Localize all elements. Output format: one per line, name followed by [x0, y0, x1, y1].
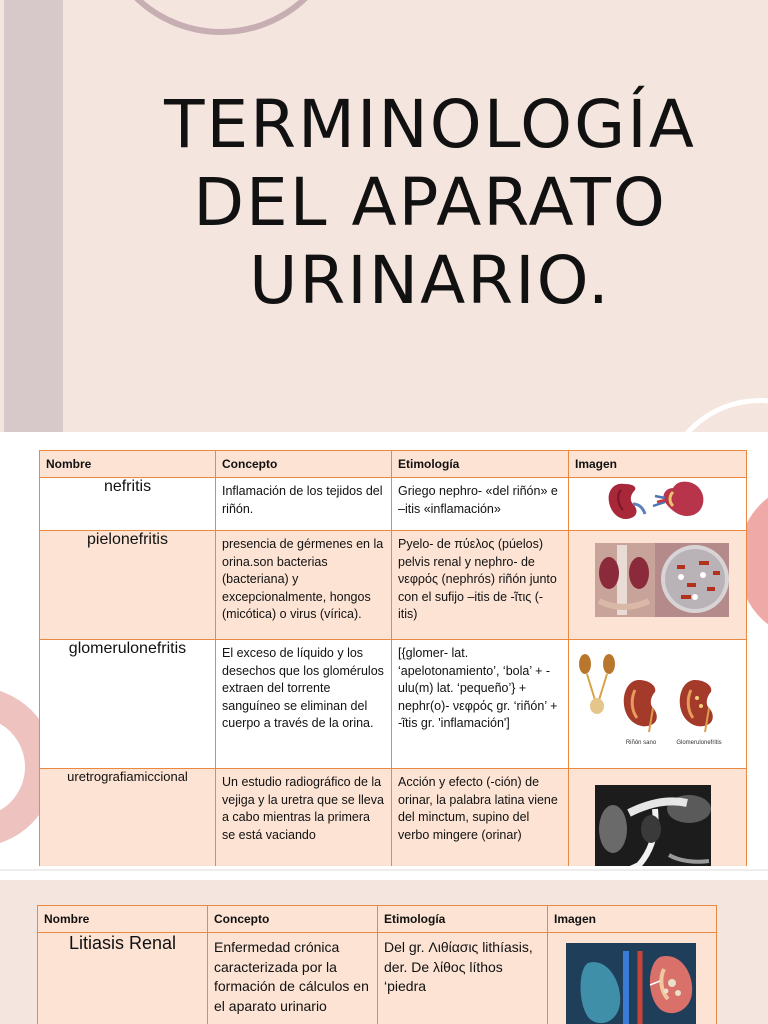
row-imagen [569, 769, 747, 867]
header-nombre: Nombre [38, 906, 208, 933]
row-nombre: Litiasis Renal [38, 933, 208, 1024]
slide-title [60, 86, 768, 320]
row-etimologia [392, 640, 569, 769]
decorative-circle-bottom-right [660, 398, 768, 432]
healthy-kidney-label: Riñón sano [625, 740, 657, 746]
title-line-3: URINARIO. [249, 242, 611, 319]
row-etimologia [392, 531, 569, 640]
terminology-slide-2 [0, 880, 768, 1024]
row-concepto [208, 933, 378, 1024]
decorative-sidebar [4, 0, 63, 432]
row-concepto [216, 478, 392, 531]
row-etimologia [392, 478, 569, 531]
slide-separator [0, 866, 768, 880]
xray-icon [569, 769, 747, 866]
concepto-text: Inflamación de los tejidos del riñón. [222, 484, 383, 516]
header-concepto: Concepto [208, 906, 378, 933]
header-concepto: Concepto [216, 451, 392, 478]
kidney-comparison-icon [569, 640, 747, 764]
concepto-text: Un estudio radiográfico de la vejiga y la uretra que se lleva a cabo mientras la primera se está vaciando [222, 775, 384, 842]
terminology-slide-1 [0, 432, 768, 866]
row-imagen [569, 640, 747, 769]
concepto-text: Enfermedad crónica caracterizada por la formación de cálculos en el aparato urinario [214, 939, 369, 1014]
row-etimologia [392, 769, 569, 867]
row-nombre: glomerulonefritis [40, 640, 216, 769]
header-etimologia: Etimología [392, 451, 569, 478]
concepto-text: El exceso de líquido y los desechos que los glomérulos extraen del torrente sanguíneo se eliminan del cuerpo a través de la orina. [222, 646, 384, 730]
row-concepto [216, 531, 392, 640]
title-line-1: TERMINOLOGÍA [164, 86, 696, 163]
terminology-table-1 [39, 450, 747, 866]
table-row [40, 478, 747, 531]
kidney-stone-icon [548, 933, 717, 1024]
glomerulonephritis-label: Glomerulonefritis [676, 740, 722, 746]
table-row [40, 769, 747, 867]
row-nombre: nefritis [40, 478, 216, 531]
table-header-row [38, 906, 717, 933]
separator-line [0, 869, 768, 871]
etimologia-text: Acción y efecto (-ción) de orinar, la palabra latina viene del minctum, supino del verbo mingere (orinar) [398, 775, 558, 842]
row-imagen [569, 478, 747, 531]
kidney-icon [569, 478, 747, 526]
etimologia-text: [{glomer- lat. ‘apelotonamiento’, ‘bola’ + -ulu(m) lat. ‘pequeño’} + nephr(o)- νεφρός gr. ‘riñón’ + -ῖtis gr. 'inflamación'] [398, 646, 558, 730]
etimologia-text: Griego nephro- «del riñón» e –itis «inflamación» [398, 484, 558, 516]
concepto-text: presencia de gérmenes en la orina.son bacterias (bacteriana) y excepcionalmente, hongos (micótica) o virus (vírica). [222, 537, 384, 621]
row-concepto [216, 769, 392, 867]
table-row [40, 531, 747, 640]
table-row [40, 640, 747, 769]
header-nombre: Nombre [40, 451, 216, 478]
row-imagen [548, 933, 717, 1024]
header-imagen: Imagen [569, 451, 747, 478]
etimologia-text: Pyelo- de πύελος (púelos) pelvis renal y nephro- de νεφρός (nephrós) riñón junto con el sufijo –itis de -ῖτις (-itis) [398, 537, 557, 621]
row-etimologia [378, 933, 548, 1024]
etimologia-text: Del gr. Λιθίασις lithíasis, der. De λίθος líthos ‘piedra [384, 939, 533, 994]
decorative-circle-top [96, 0, 346, 35]
title-line-2: DEL APARATO [193, 164, 667, 241]
terminology-table-2 [37, 905, 717, 1024]
header-imagen: Imagen [548, 906, 717, 933]
table-row [38, 933, 717, 1024]
infected-kidney-icon [569, 531, 747, 635]
title-slide [0, 0, 768, 432]
header-etimologia: Etimología [378, 906, 548, 933]
table-header-row [40, 451, 747, 478]
row-nombre: pielonefritis [40, 531, 216, 640]
row-imagen [569, 531, 747, 640]
row-nombre: uretrografiamiccional [40, 769, 216, 867]
row-concepto [216, 640, 392, 769]
